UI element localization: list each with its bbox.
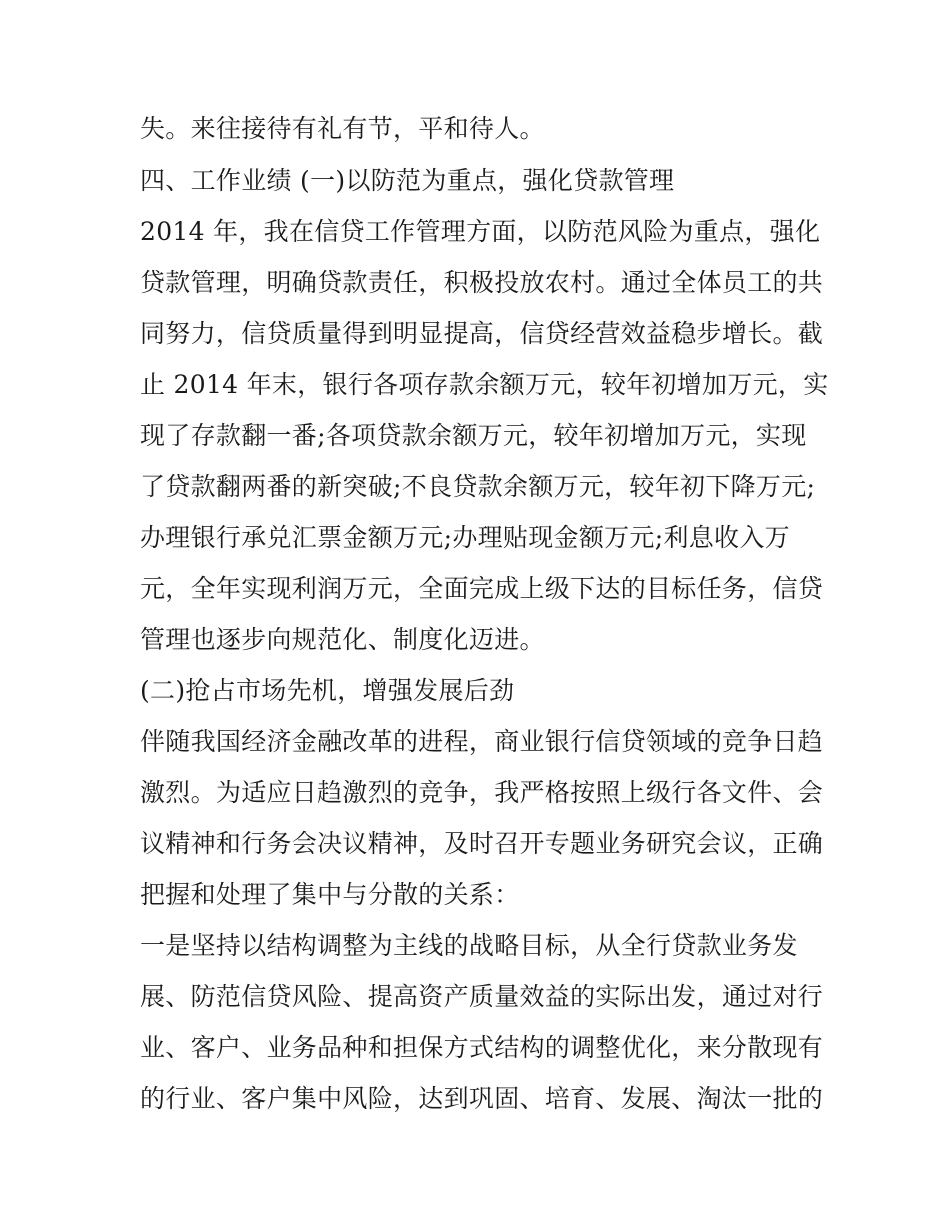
text-line-5: 同努力，信贷质量得到明显提高，信贷经营效益稳步增长。截 [140, 319, 824, 348]
text-line-19: 业、客户、业务品种和担保方式结构的调整优化，来分散现有 [140, 1033, 824, 1062]
section-heading-market-opportunity: (二)抢占市场先机，增强发展后劲 [140, 676, 515, 705]
text-line-11: 管理也逐步向规范化、制度化迈进。 [140, 625, 545, 654]
text-line-9: 办理银行承兑汇票金额万元;办理贴现金额万元;利息收入万 [140, 523, 790, 552]
text-line-10: 元，全年实现利润万元，全面完成上级下达的目标任务，信贷 [140, 574, 824, 603]
text-line-15: 议精神和行务会决议精神，及时召开专题业务研究会议，正确 [140, 829, 824, 858]
text-line-20: 的行业、客户集中风险，达到巩固、培育、发展、淘汰一批的 [140, 1084, 824, 1113]
text-line-7: 现了存款翻一番;各项贷款余额万元，较年初增加万元，实现 [140, 421, 807, 450]
text-line-18: 展、防范信贷风险、提高资产质量效益的实际出发，通过对行 [140, 982, 824, 1011]
text-line-3: 2014 年，我在信贷工作管理方面，以防范风险为重点，强化 [140, 217, 821, 246]
text-line-8: 了贷款翻两番的新突破;不良贷款余额万元，较年初下降万元; [140, 472, 816, 501]
text-line-13: 伴随我国经济金融改革的进程，商业银行信贷领域的竞争日趋 [140, 727, 824, 756]
text-line-17: 一是坚持以结构调整为主线的战略目标，从全行贷款业务发 [140, 931, 798, 960]
text-line-16: 把握和处理了集中与分散的关系： [140, 880, 520, 909]
text-line-4: 贷款管理，明确贷款责任，积极投放农村。通过全体员工的共 [140, 268, 824, 297]
section-heading-work-performance: 四、工作业绩 (一)以防范为重点，强化贷款管理 [140, 166, 675, 195]
text-line-14: 激烈。为适应日趋激烈的竞争，我严格按照上级行各文件、会 [140, 778, 824, 807]
text-line-1: 失。来往接待有礼有节，平和待人。 [140, 114, 545, 143]
text-line-6: 止 2014 年末，银行各项存款余额万元，较年初增加万元，实 [140, 370, 829, 399]
